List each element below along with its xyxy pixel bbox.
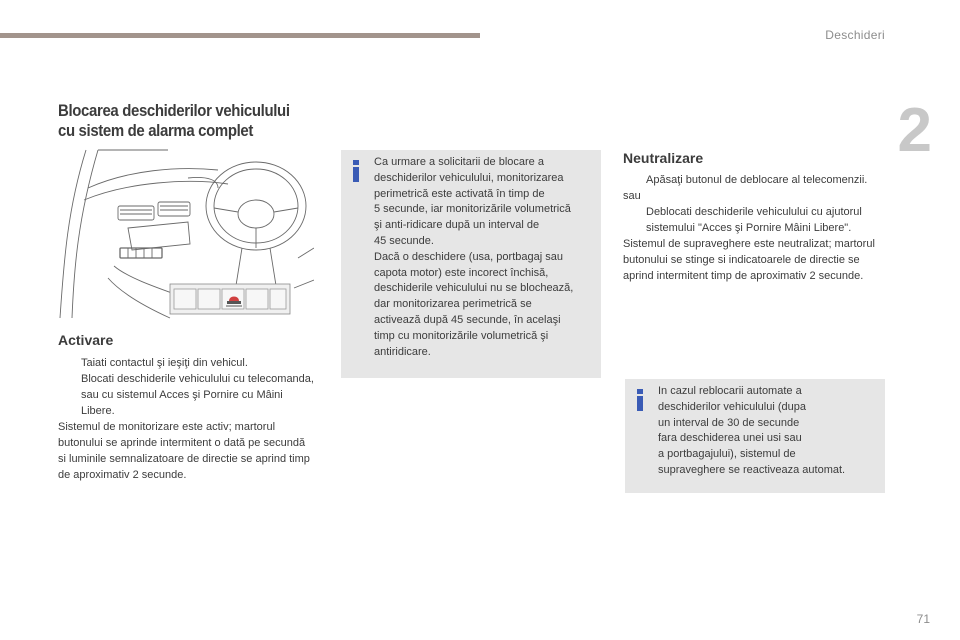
info-box-relock [625,379,885,493]
info-line: deschiderilor vehiculului, monitorizarea [374,171,564,184]
activare-bullet-1-text: Taiati contactul şi ieşiţi din vehicul. [81,357,248,369]
info-icon [351,160,361,184]
section-title: Deschideri [825,28,885,42]
main-title-line2: cu sistem de alarma complet [58,121,254,140]
info-line: activează după 45 secunde, în acelaşi [374,313,561,326]
info-box-relock-text [658,384,877,479]
info-line: fara deschiderea unei usi sau [658,432,802,445]
neutralizare-bullet-1 [623,172,885,188]
neutralizare-paragraph: Sistemul de supraveghere este neutralizat; martorul butonului se stinge si indicatoarele de directie se aprind intermitent timp de aproximativ 2 secunde. [623,238,875,282]
dashboard-illustration [58,148,314,320]
header-bar [0,33,480,38]
neutralizare-bullet-2 [623,204,885,236]
info-line: 45 secunde. [374,234,434,247]
info-line: un interval de 30 de secunde [658,416,800,429]
activare-bullet-2-text: Blocati deschiderile vehiculului cu telecomanda, sau cu sistemul Acces şi Pornire cu Mâini Libere. [81,373,314,417]
page-number: 71 [916,612,930,626]
info-line: antiridicare. [374,345,431,358]
info-line: Ca urmare a solicitarii de blocare a [374,156,544,168]
info-line: timp cu monitorizările volumetrică şi [374,329,549,342]
or-word: sau [623,190,641,202]
neutralizare-heading: Neutralizare [623,150,704,166]
activare-paragraph: Sistemul de monitorizare este activ; martorul butonului se aprinde intermitent o dată pe secundă si luminile semnalizatoare de directie se aprind timp de aproximativ 2 secunde. [58,421,310,481]
activare-bullet-2 [58,371,316,419]
info-line: şi anti-ridicare după un interval de [374,219,540,232]
dashboard-drawing [58,148,314,320]
main-title [58,101,290,141]
info-line: a portbagajului), sistemul de [658,448,796,461]
info-line: deschiderile vehiculului nu se blochează, [374,282,574,295]
neutralizare-bullet-1-text: Apăsaţi butonul de deblocare al telecomenzii. [646,174,868,186]
info-line: Dacă o deschidere (usa, portbagaj sau [374,250,563,263]
info-line: capota motor) este incorect închisă, [374,266,549,279]
info-line: 5 secunde, iar monitorizările volumetrică [374,203,571,216]
activare-heading: Activare [58,332,114,348]
neutralizare-bullet-2-text: Deblocati deschiderile vehiculului cu ajutorul sistemului "Acces şi Pornire Mâini Libere". [646,206,862,234]
main-title-line1: Blocarea deschiderilor vehiculului [58,101,290,120]
neutralizare-section [623,172,885,284]
activare-section [58,355,316,483]
activare-bullet-1 [58,355,316,371]
info-box-monitoring [341,150,601,378]
info-line: dar monitorizarea perimetrică se [374,298,532,311]
info-box-monitoring-text [374,155,593,360]
info-icon [635,389,645,413]
chapter-number: 2 [897,96,932,165]
info-line: In cazul reblocarii automate a [658,385,802,397]
info-line: supraveghere se reactiveaza automat. [658,463,846,476]
info-line: perimetrică este activată în timp de [374,187,545,200]
info-line: deschiderilor vehiculului (dupa [658,400,806,413]
